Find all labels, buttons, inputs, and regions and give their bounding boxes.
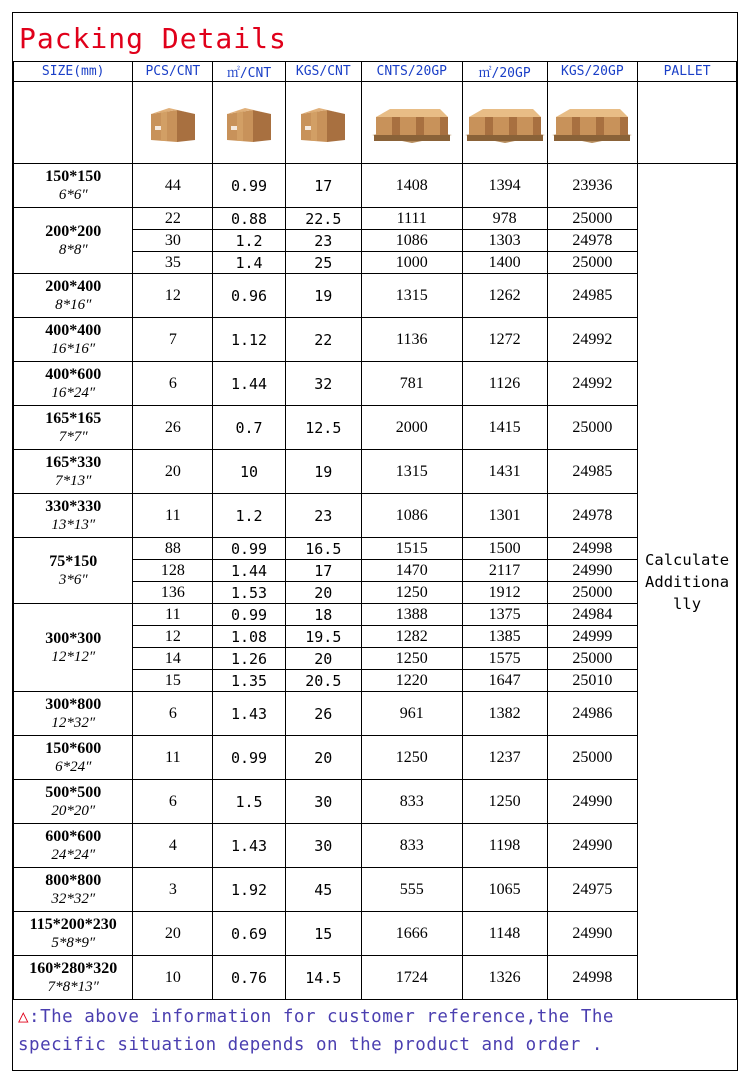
cell-pcs: 4 (133, 824, 213, 868)
packing-sheet (12, 12, 738, 1071)
table-row (14, 736, 737, 780)
cell-kgs: 16.5 (285, 538, 361, 560)
cell-kgs: 26 (285, 692, 361, 736)
cell-pcs: 20 (133, 912, 213, 956)
cell-pcs: 26 (133, 406, 213, 450)
cell-m2: 1.2 (213, 494, 285, 538)
cell-m2gp: 1301 (462, 494, 547, 538)
cell-kgs: 19.5 (285, 626, 361, 648)
size-mm: 165*165 (45, 409, 102, 427)
cell-cnts: 961 (361, 692, 462, 736)
size-cell (14, 824, 133, 868)
cell-pcs: 35 (133, 252, 213, 274)
cell-pcs: 7 (133, 318, 213, 362)
cell-m2: 0.7 (213, 406, 285, 450)
cell-pcs: 11 (133, 736, 213, 780)
cell-kgs: 19 (285, 274, 361, 318)
pallet-boxes-icon (361, 82, 462, 164)
header-4: CNTS/20GP (361, 62, 462, 82)
size-mm: 115*200*230 (29, 915, 117, 933)
cell-m2: 1.35 (213, 670, 285, 692)
cell-cnts: 1000 (361, 252, 462, 274)
size-cell (14, 208, 133, 274)
cell-kgs: 22 (285, 318, 361, 362)
size-cell (14, 692, 133, 736)
size-cell (14, 868, 133, 912)
cell-cnts: 1136 (361, 318, 462, 362)
size-inch: 20*20″ (51, 802, 96, 819)
cell-m2: 1.12 (213, 318, 285, 362)
cell-m2gp: 1237 (462, 736, 547, 780)
size-inch: 24*24″ (51, 846, 96, 863)
size-cell (14, 956, 133, 1000)
size-inch: 6*6″ (58, 186, 88, 203)
size-mm: 300*800 (45, 695, 102, 713)
cell-m2gp: 1303 (462, 230, 547, 252)
cell-pcs: 44 (133, 164, 213, 208)
size-mm: 500*500 (45, 783, 102, 801)
cell-cnts: 1282 (361, 626, 462, 648)
cell-m2: 1.92 (213, 868, 285, 912)
cell-m2: 1.26 (213, 648, 285, 670)
cell-m2gp: 978 (462, 208, 547, 230)
cell-cnts: 1470 (361, 560, 462, 582)
cell-m2: 0.99 (213, 164, 285, 208)
size-inch: 12*12″ (51, 648, 96, 665)
cell-m2gp: 1400 (462, 252, 547, 274)
table-row (14, 494, 737, 538)
cell-kgsgp: 24978 (547, 230, 638, 252)
cell-kgsgp: 24990 (547, 780, 638, 824)
cell-kgs: 20 (285, 582, 361, 604)
cell-kgs: 17 (285, 560, 361, 582)
cell-m2gp: 1394 (462, 164, 547, 208)
cell-pcs: 14 (133, 648, 213, 670)
cell-cnts: 1315 (361, 274, 462, 318)
cell-pcs: 22 (133, 208, 213, 230)
size-mm: 800*800 (45, 871, 102, 889)
size-cell (14, 538, 133, 604)
size-mm: 400*600 (45, 365, 102, 383)
cell-m2: 0.99 (213, 604, 285, 626)
cell-cnts: 1250 (361, 582, 462, 604)
cell-m2gp: 1431 (462, 450, 547, 494)
size-cell (14, 274, 133, 318)
cell-m2gp: 1415 (462, 406, 547, 450)
cell-kgsgp: 24986 (547, 692, 638, 736)
cell-kgsgp: 24984 (547, 604, 638, 626)
cell-kgsgp: 24992 (547, 362, 638, 406)
size-inch: 16*16″ (51, 340, 96, 357)
cell-cnts: 1220 (361, 670, 462, 692)
table-row (14, 362, 737, 406)
size-inch: 16*24″ (51, 384, 96, 401)
cell-m2: 0.76 (213, 956, 285, 1000)
cell-cnts: 833 (361, 824, 462, 868)
cell-kgsgp: 25000 (547, 582, 638, 604)
cell-m2gp: 1912 (462, 582, 547, 604)
size-cell (14, 164, 133, 208)
size-inch: 32*32″ (51, 890, 96, 907)
size-mm: 200*400 (45, 277, 102, 295)
cell-kgsgp: 25000 (547, 648, 638, 670)
cell-kgsgp: 25000 (547, 252, 638, 274)
size-inch: 6*24″ (55, 758, 92, 775)
size-inch: 5*8*9″ (51, 934, 96, 951)
cell-cnts: 1250 (361, 736, 462, 780)
cell-m2: 0.99 (213, 736, 285, 780)
header-0: SIZE(mm) (14, 62, 133, 82)
header-7: PALLET (638, 62, 737, 82)
cell-pcs: 10 (133, 956, 213, 1000)
cell-pcs: 15 (133, 670, 213, 692)
cell-pcs: 11 (133, 494, 213, 538)
cell-cnts: 1086 (361, 230, 462, 252)
table-header-row (14, 62, 737, 82)
cell-cnts: 2000 (361, 406, 462, 450)
size-inch: 7*13″ (55, 472, 92, 489)
size-inch: 3*6″ (58, 571, 88, 588)
cell-kgs: 20.5 (285, 670, 361, 692)
box-image-row (14, 82, 737, 164)
cell-m2gp: 1065 (462, 868, 547, 912)
cell-kgs: 12.5 (285, 406, 361, 450)
cell-kgs: 17 (285, 164, 361, 208)
cell-pcs: 3 (133, 868, 213, 912)
table-row (14, 780, 737, 824)
cell-kgs: 18 (285, 604, 361, 626)
cell-m2gp: 1326 (462, 956, 547, 1000)
table-row (14, 692, 737, 736)
cell-m2gp: 1500 (462, 538, 547, 560)
cell-kgsgp: 24990 (547, 824, 638, 868)
cell-pcs: 6 (133, 692, 213, 736)
cell-kgs: 19 (285, 450, 361, 494)
pallet-note-line: lly (673, 594, 702, 613)
size-inch: 7*8*13″ (47, 978, 99, 995)
size-inch: 8*8″ (58, 241, 88, 258)
size-cell (14, 912, 133, 956)
cell-m2: 1.43 (213, 692, 285, 736)
cell-kgsgp: 25000 (547, 208, 638, 230)
cell-kgs: 20 (285, 648, 361, 670)
cell-m2gp: 2117 (462, 560, 547, 582)
cell-kgsgp: 24990 (547, 912, 638, 956)
size-mm: 200*200 (45, 222, 102, 240)
footer-line-1: :The above information for customer reference,the The (29, 1007, 614, 1027)
size-mm: 150*150 (45, 167, 102, 185)
carton-box-icon (285, 82, 361, 164)
table-row (14, 318, 737, 362)
size-cell (14, 736, 133, 780)
cell-m2gp: 1375 (462, 604, 547, 626)
header-1: PCS/CNT (133, 62, 213, 82)
cell-kgs: 30 (285, 824, 361, 868)
cell-pcs: 11 (133, 604, 213, 626)
pallet-note-line: Calculate (645, 550, 730, 569)
cell-kgsgp: 25000 (547, 736, 638, 780)
cell-kgsgp: 24998 (547, 956, 638, 1000)
table-row (14, 538, 737, 560)
cell-cnts: 1515 (361, 538, 462, 560)
pallet-note-line: Additiona (645, 572, 730, 591)
table-row (14, 450, 737, 494)
cell-kgsgp: 24978 (547, 494, 638, 538)
size-mm: 330*330 (45, 497, 102, 515)
cell-m2gp: 1382 (462, 692, 547, 736)
cell-m2gp: 1262 (462, 274, 547, 318)
size-inch: 12*32″ (51, 714, 96, 731)
cell-kgsgp: 25010 (547, 670, 638, 692)
cell-kgsgp: 24985 (547, 450, 638, 494)
carton-box-icon (133, 82, 213, 164)
cell-pcs: 12 (133, 626, 213, 648)
cell-cnts: 1666 (361, 912, 462, 956)
table-row (14, 406, 737, 450)
cell-pcs: 88 (133, 538, 213, 560)
size-cell (14, 362, 133, 406)
table-row (14, 604, 737, 626)
cell-m2gp: 1575 (462, 648, 547, 670)
cell-kgs: 22.5 (285, 208, 361, 230)
cell-cnts: 1388 (361, 604, 462, 626)
cell-pcs: 6 (133, 780, 213, 824)
size-mm: 150*600 (45, 739, 102, 757)
cell-cnts: 1724 (361, 956, 462, 1000)
cell-m2gp: 1272 (462, 318, 547, 362)
cell-kgsgp: 25000 (547, 406, 638, 450)
cell-kgsgp: 24999 (547, 626, 638, 648)
cell-pcs: 20 (133, 450, 213, 494)
cell-cnts: 1315 (361, 450, 462, 494)
cell-m2: 10 (213, 450, 285, 494)
header-6: KGS/20GP (547, 62, 638, 82)
cell-pcs: 12 (133, 274, 213, 318)
cell-cnts: 1250 (361, 648, 462, 670)
table-row (14, 208, 737, 230)
size-mm: 160*280*320 (29, 959, 118, 977)
cell-m2: 0.96 (213, 274, 285, 318)
cell-kgs: 45 (285, 868, 361, 912)
size-mm: 600*600 (45, 827, 102, 845)
size-inch: 7*7″ (58, 428, 88, 445)
cell-m2: 1.2 (213, 230, 285, 252)
table-row (14, 274, 737, 318)
pallet-boxes-icon (462, 82, 547, 164)
size-mm: 300*300 (45, 629, 102, 647)
cell-cnts: 555 (361, 868, 462, 912)
cell-pcs: 128 (133, 560, 213, 582)
cell-kgs: 20 (285, 736, 361, 780)
size-cell (14, 318, 133, 362)
cell-m2gp: 1126 (462, 362, 547, 406)
size-cell (14, 494, 133, 538)
cell-kgsgp: 24992 (547, 318, 638, 362)
footer-line-2: specific situation depends on the product and order . (18, 1035, 603, 1055)
cell-cnts: 781 (361, 362, 462, 406)
cell-m2: 1.53 (213, 582, 285, 604)
size-mm: 75*150 (49, 552, 98, 570)
cell-m2gp: 1385 (462, 626, 547, 648)
size-mm: 165*330 (45, 453, 102, 471)
cell-m2gp: 1647 (462, 670, 547, 692)
header-3: KGS/CNT (285, 62, 361, 82)
size-inch: 13*13″ (51, 516, 96, 533)
size-cell (14, 780, 133, 824)
cell-kgsgp: 24990 (547, 560, 638, 582)
cell-kgs: 23 (285, 494, 361, 538)
packing-table (13, 61, 737, 1000)
cell-pcs: 6 (133, 362, 213, 406)
cell-m2: 1.08 (213, 626, 285, 648)
cell-m2: 1.4 (213, 252, 285, 274)
cell-pcs: 30 (133, 230, 213, 252)
footer-note (18, 1003, 614, 1059)
cell-kgs: 15 (285, 912, 361, 956)
cell-m2: 0.88 (213, 208, 285, 230)
cell-cnts: 833 (361, 780, 462, 824)
cell-cnts: 1086 (361, 494, 462, 538)
cell-kgs: 30 (285, 780, 361, 824)
table-row (14, 868, 737, 912)
cell-kgsgp: 24998 (547, 538, 638, 560)
cell-kgs: 23 (285, 230, 361, 252)
cell-kgs: 25 (285, 252, 361, 274)
cell-m2: 0.99 (213, 538, 285, 560)
warning-triangle-icon: △ (18, 1007, 30, 1027)
size-cell (14, 604, 133, 692)
cell-kgs: 32 (285, 362, 361, 406)
table-row (14, 164, 737, 208)
image-cell-blank (14, 82, 133, 164)
cell-m2: 1.44 (213, 362, 285, 406)
cell-m2gp: 1198 (462, 824, 547, 868)
size-inch: 8*16″ (55, 296, 92, 313)
cell-cnts: 1408 (361, 164, 462, 208)
size-mm: 400*400 (45, 321, 102, 339)
header-2: ㎡/CNT (213, 62, 285, 82)
cell-kgsgp: 24975 (547, 868, 638, 912)
table-row (14, 824, 737, 868)
cell-m2: 1.44 (213, 560, 285, 582)
table-row (14, 912, 737, 956)
cell-kgsgp: 23936 (547, 164, 638, 208)
cell-m2: 1.43 (213, 824, 285, 868)
pallet-boxes-icon (547, 82, 638, 164)
size-cell (14, 450, 133, 494)
page-title: Packing Details (19, 22, 287, 55)
image-cell-pallet-blank (638, 82, 737, 164)
cell-m2gp: 1250 (462, 780, 547, 824)
cell-m2: 1.5 (213, 780, 285, 824)
table-row (14, 956, 737, 1000)
carton-box-icon (213, 82, 285, 164)
cell-pcs: 136 (133, 582, 213, 604)
cell-kgs: 14.5 (285, 956, 361, 1000)
cell-m2: 0.69 (213, 912, 285, 956)
cell-kgsgp: 24985 (547, 274, 638, 318)
cell-m2gp: 1148 (462, 912, 547, 956)
pallet-note-cell (638, 164, 737, 1000)
size-cell (14, 406, 133, 450)
cell-cnts: 1111 (361, 208, 462, 230)
header-5: ㎡/20GP (462, 62, 547, 82)
